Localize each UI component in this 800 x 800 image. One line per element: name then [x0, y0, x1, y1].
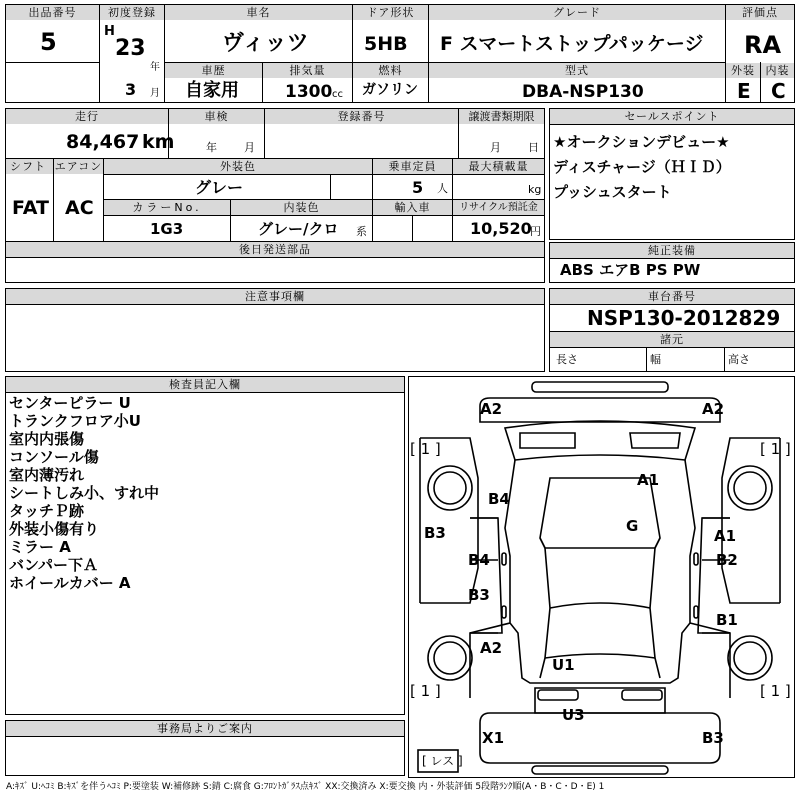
color-header: 外装色: [104, 159, 372, 174]
sales-point-item: ★オークションデビュー★: [553, 133, 730, 151]
month-unit: 月: [150, 88, 160, 99]
inspection-header: 車検: [169, 109, 264, 124]
year-unit: 年: [150, 62, 160, 73]
notes-header: 注意事項欄: [6, 289, 544, 304]
left-fender-label: B3: [424, 524, 446, 542]
inspector-item: 室内薄汚れ: [9, 466, 85, 484]
lot-number: 5: [40, 28, 57, 56]
rear-window-label: U1: [552, 656, 575, 674]
rear-right-label: B3: [702, 729, 724, 747]
fuel-header: 燃料: [353, 63, 428, 78]
inspector-item: トランクフロア小U: [9, 412, 141, 430]
inspector-item: 室内内張傷: [9, 430, 85, 448]
int-color-header: 内装色: [231, 200, 372, 215]
car-name: ヴィッツ: [222, 31, 309, 56]
lot-number-header: 出品番号: [6, 5, 99, 20]
capacity: 5: [412, 178, 424, 197]
front-left-label: A2: [480, 400, 503, 418]
displacement-unit: cc: [332, 89, 343, 100]
bracket-bottom-right: [ 1 ]: [760, 682, 791, 700]
capacity-unit: 人: [437, 182, 448, 195]
inspection-month-unit: 月: [244, 141, 255, 154]
ac-header: エアコン: [54, 160, 103, 173]
int-color: グレー/クロ: [258, 220, 339, 238]
color: グレー: [195, 178, 244, 197]
chassis-number: NSP130-2012829: [587, 306, 781, 330]
inspector-item: シートしみ小、すれ中: [9, 484, 160, 502]
grade-header: グレード: [429, 5, 725, 20]
car-name-header: 車名: [165, 5, 352, 20]
height-label: 高さ: [728, 353, 750, 366]
inspector-item: バンパー下Ａ: [9, 556, 98, 574]
history-header: 車歴: [165, 63, 262, 78]
bracket-bottom-left: [ 1 ]: [410, 682, 441, 700]
first-reg-header: 初度登録: [100, 5, 164, 20]
mileage-unit: km: [142, 131, 175, 153]
recycle-fee: 10,520: [470, 219, 532, 238]
later-parts-header: 後日発送部品: [6, 242, 544, 257]
equipment-header: 純正装備: [550, 243, 794, 258]
displacement: 1300: [285, 82, 333, 102]
left-rear-door-label: B3: [468, 586, 490, 604]
dims-header: 諸元: [550, 332, 794, 347]
score-header: 評価点: [726, 5, 794, 20]
length-label: 長さ: [556, 353, 578, 366]
right-front-door-label: B2: [716, 551, 738, 569]
int-color-unit: 系: [356, 225, 367, 238]
trunk-label: U3: [562, 706, 585, 724]
roof-label: G: [626, 517, 639, 535]
reg-year: 23: [115, 36, 146, 61]
era: H: [104, 24, 115, 39]
transfer-deadline-header: 譲渡書類期限: [459, 109, 544, 124]
transfer-day-unit: 日: [528, 141, 539, 154]
mileage-header: 走行: [6, 109, 168, 124]
left-front-door-label: B4: [468, 551, 490, 569]
sales-points-list: [553, 130, 731, 205]
history: 自家用: [185, 80, 239, 101]
inspector-item: コンソール傷: [9, 448, 99, 466]
inspector-item: センターピラー U: [9, 394, 131, 412]
int-score-header: 内装: [761, 63, 794, 78]
reg-month: 3: [125, 80, 137, 99]
right-rear-door-label: B1: [716, 611, 738, 629]
door-type: 5HB: [364, 33, 408, 55]
inspection-year-unit: 年: [206, 141, 217, 154]
model-header: 型式: [429, 63, 725, 78]
grade: F スマートストップパッケージ: [440, 33, 704, 55]
displacement-header: 排気量: [263, 63, 352, 78]
ext-score: E: [737, 79, 751, 103]
score: RA: [744, 31, 782, 59]
import-header: 輸入車: [373, 200, 452, 215]
int-score: C: [771, 79, 786, 103]
equipment-value: ABS エアB PS PW: [560, 261, 701, 279]
width-label: 幅: [650, 353, 661, 366]
door-header: ドア形状: [353, 5, 428, 20]
inspector-header: 検査員記入欄: [6, 377, 404, 392]
sales-point-item: ディスチャージ（ＨＩＤ）: [553, 158, 731, 176]
ext-score-header: 外装: [726, 63, 760, 78]
car-outline: [410, 378, 790, 778]
inspector-item: 外装小傷有り: [9, 520, 100, 538]
windshield-left-label: B4: [488, 490, 510, 508]
ac: AC: [65, 197, 94, 219]
bracket-top-left: [ 1 ]: [410, 440, 441, 458]
inspector-item: タッチＰ跡: [9, 502, 85, 520]
office-header: 事務局よりご案内: [6, 721, 404, 736]
model: DBA-NSP130: [522, 82, 644, 102]
inspector-item: ホイールカバー A: [9, 574, 131, 592]
recycle-unit: 円: [530, 225, 541, 238]
inspector-item: ミラー A: [9, 538, 71, 556]
right-fender-label: A1: [714, 527, 737, 545]
capacity-header: 乗車定員: [373, 159, 452, 174]
inspector-list: [9, 394, 159, 592]
chassis-header: 車台番号: [550, 289, 794, 304]
color-no-header: カラーNo.: [104, 200, 230, 215]
shift-header: シフト: [6, 159, 53, 174]
left-quarter-label: A2: [480, 639, 503, 657]
sales-point-item: プッシュスタート: [553, 183, 672, 201]
color-no: 1G3: [150, 220, 184, 238]
legend: A:ｷｽﾞ U:ﾍｺﾐ B:ｷｽﾞを伴うﾍｺﾐ P:要塗装 W:補修跡 S:錆 C:腐食 G:ﾌﾛﾝﾄｶﾞﾗｽ点ｷｽﾞ XX:交換済み X:要交換 内・外装評価 5段階ﾗﾝｸ順(A・B・C・D・E) 1: [6, 782, 605, 792]
load-header: 最大積載量: [453, 159, 544, 174]
transfer-month-unit: 月: [490, 141, 501, 154]
hood-label: A1: [637, 471, 660, 489]
front-right-label: A2: [702, 400, 725, 418]
reg-number-header: 登録番号: [265, 109, 458, 124]
shift: FAT: [12, 197, 49, 219]
fuel: ガソリン: [362, 82, 418, 98]
rear-left-label: X1: [482, 729, 505, 747]
sales-points-header: セールスポイント: [550, 109, 794, 124]
bracket-top-right: [ 1 ]: [760, 440, 791, 458]
car-diagram: [410, 378, 790, 778]
load-unit: kg: [528, 183, 542, 196]
rest-label: [ レス ]: [422, 754, 463, 768]
mileage: 84,467: [66, 131, 140, 153]
recycle-header: リサイクル預託金: [453, 200, 544, 215]
